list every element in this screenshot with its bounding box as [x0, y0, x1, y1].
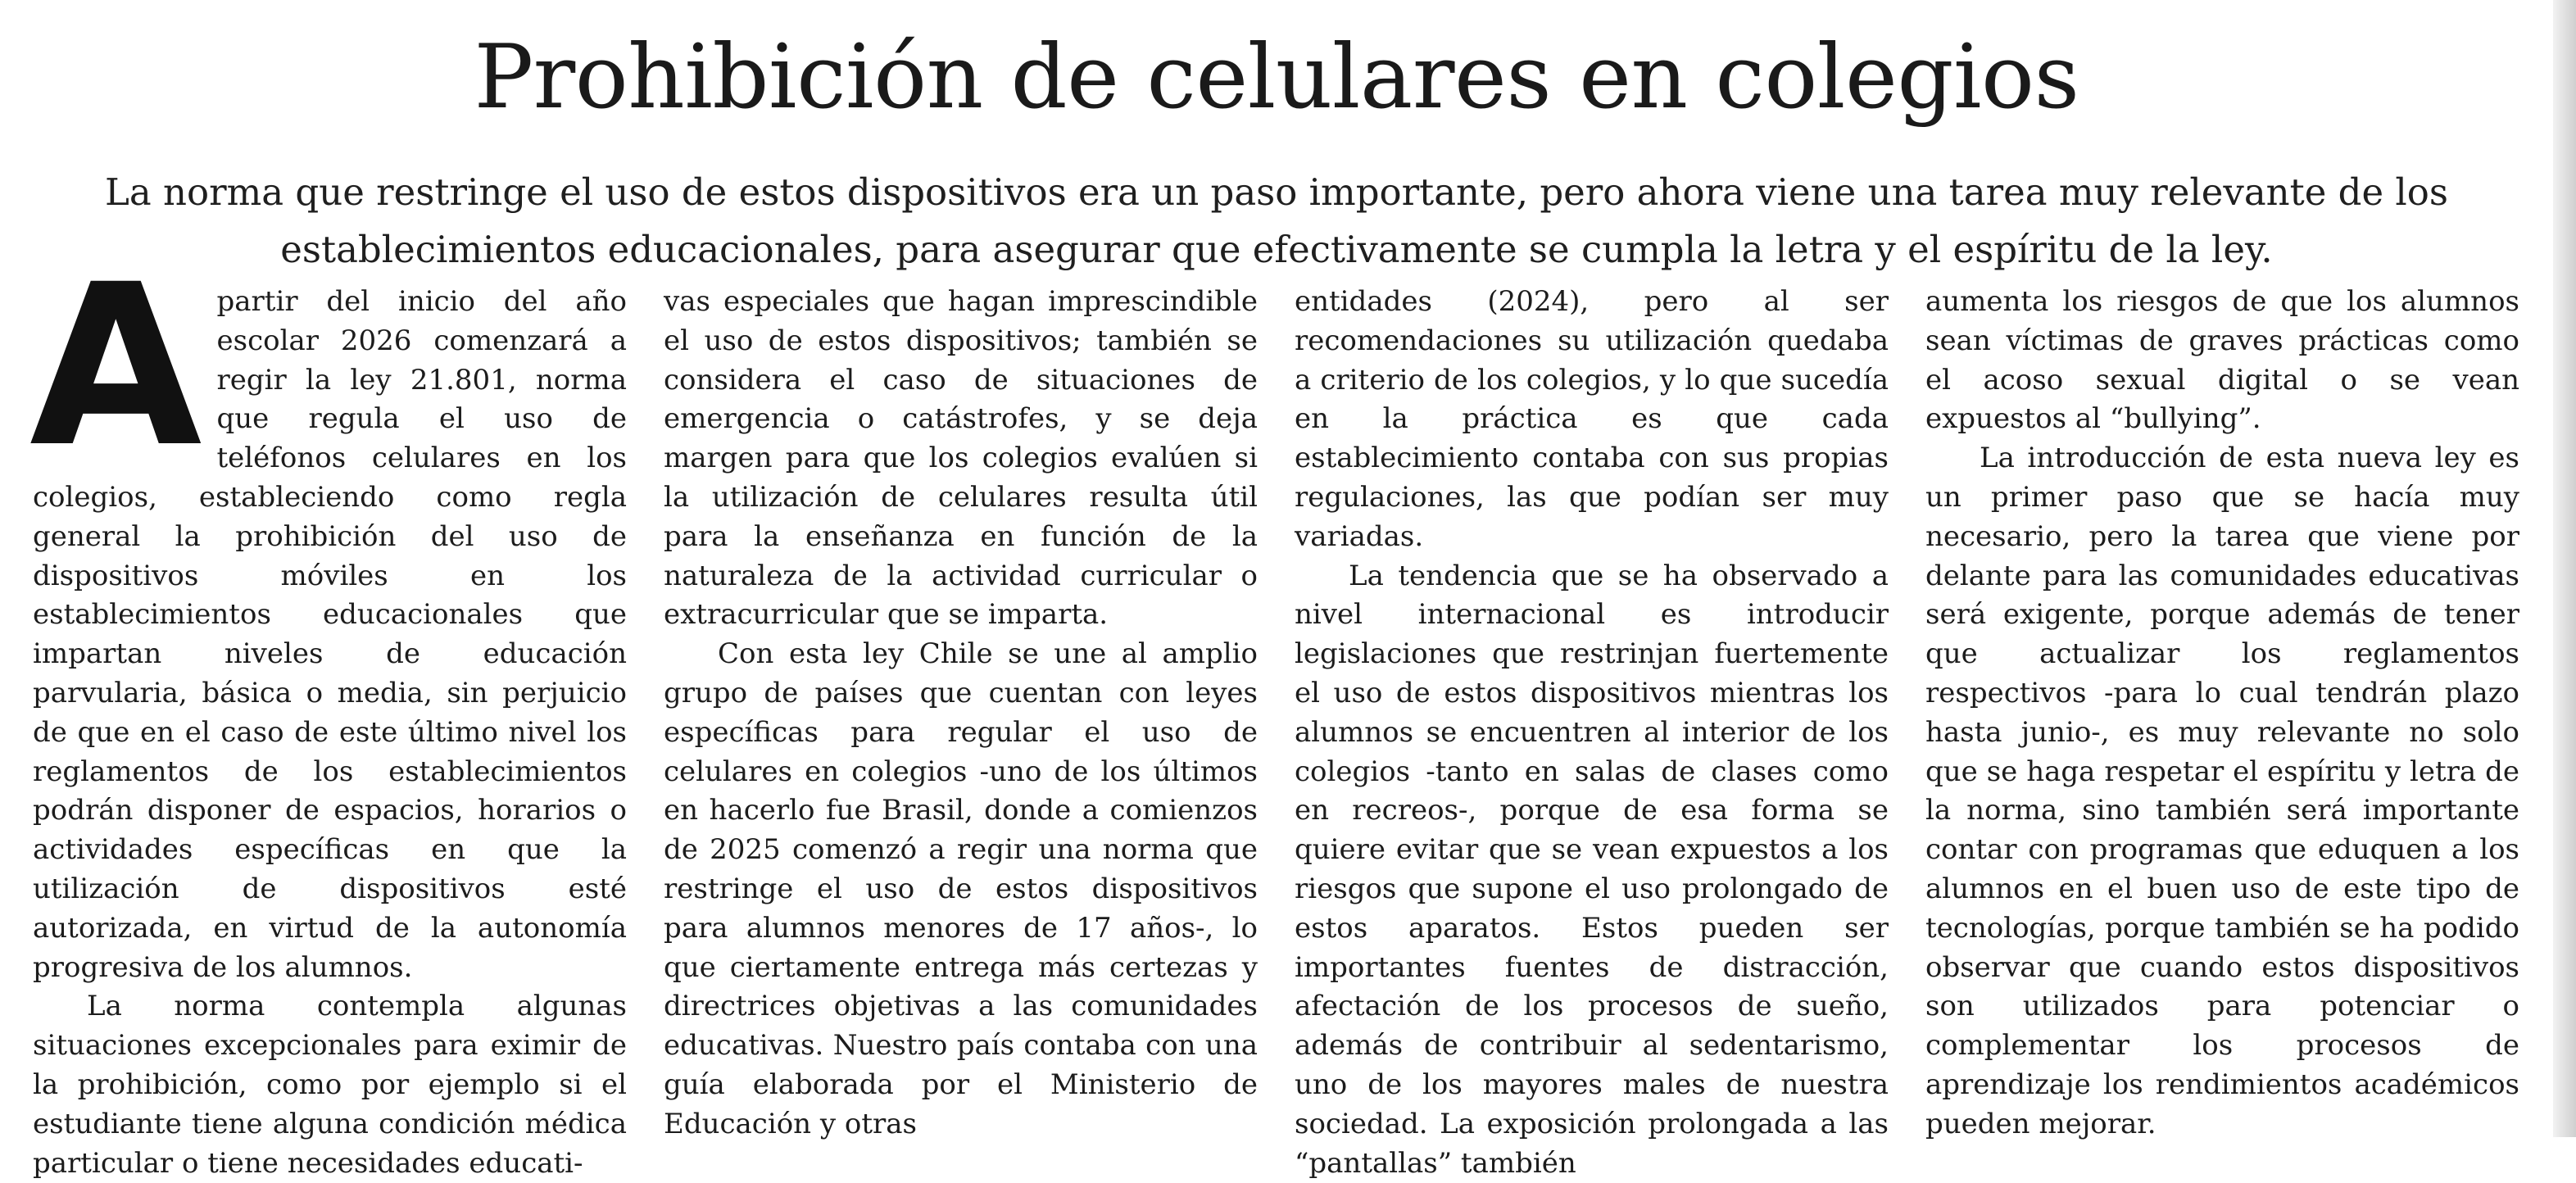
paragraph-5: La introducción de esta nueva ley es un primer paso que se hacía muy necesario, pero la tarea que viene por delante para las comunidades educativas será exigente, porque además de tener que actualizar los reglamentos respectivos -para lo cual tendrán plazo hasta junio-, es muy relevante no solo que se haga respetar el espíritu y letra de la norma, sino también será importante contar con programas que eduquen a los alumnos en el buen uso de este tipo de tecnologías, porque también se ha podido observar que cuando estos dispositivos son utilizados para potenciar o complementar los procesos de aprendizaje los rendimientos académicos pueden mejorar. [1925, 442, 2519, 1140]
paragraph-4-continued: aumenta los riesgos de que los alumnos sean víctimas de graves prácticas como el acoso sexual digital o se vean expuestos al “bullying”. [1925, 285, 2519, 436]
body-column-4 [1925, 283, 2519, 1140]
paragraph-2-continued: vas especiales que hagan imprescindible el uso de estos dispositivos; también se considera el caso de situaciones de emergencia o catástrofes, y se deja margen para que los colegios evalúen si la utilización de celulares resulta útil para la enseñanza en función de la naturaleza de la actividad curricular o extracurricular que se imparta. [664, 285, 1258, 632]
paragraph-3-continued: entidades (2024), pero al ser recomendaciones su utilización quedaba a criterio de los colegios, y lo que sucedía en la práctica es que cada establecimiento contaba con sus propias regulaciones, las que podían ser muy variadas. [1295, 285, 1889, 553]
drop-cap: A [29, 238, 202, 496]
body-column-2 [664, 283, 1258, 1140]
paragraph-1-text: partir del inicio del año escolar 2026 comenzará a regir la ley 21.801, norma que regula el uso de teléfonos celulares en los colegios, estableciendo como regla general la prohibición del uso de dispositivos móviles en los establecimientos educacionales que impartan niveles de educación parvularia, básica o media, sin perjuicio de que en el caso de este último nivel los reglamentos de los establecimientos podrán disponer de espacios, horarios o actividades específicas en que la utilización de dispositivos esté autorizada, en virtud de la autonomía progresiva de los alumnos. [33, 285, 627, 984]
paragraph-2-start: La norma contempla algunas situaciones excepcionales para eximir de la prohibición, como por ejemplo si el estudiante tiene alguna condición médica particular o tiene necesidades educati- [33, 990, 627, 1180]
paragraph-3-start: Con esta ley Chile se une al amplio grupo de países que cuentan con leyes específicas para regular el uso de celulares en colegios -uno de los últimos en hacerlo fue Brasil, donde a comienzos de 2025 comenzó a regir una norma que restringe el uso de estos dispositivos para alumnos menores de 17 años-, lo que ciertamente entrega más certezas y directrices objetivas a las comunidades educativas. Nuestro país contaba con una guía elaborada por el Ministerio de Educación y otras [664, 637, 1258, 1140]
paragraph-1 [29, 238, 627, 987]
paragraph-4-start: La tendencia que se ha observado a nivel internacional es introducir legislaciones que restrinjan fuertemente el uso de estos dispositivos mientras los alumnos se encuentren al interior de los colegios -tanto en salas de clases como en recreos-, porque de esa forma se quiere evitar que se vean expuestos a los riesgos que supone el uso prolongado de estos aparatos. Estos pueden ser importantes fuentes de distracción, afectación de los procesos de sueño, además de contribuir al sedentarismo, uno de los mayores males de nuestra sociedad. La exposición prolongada a las “pantallas” también [1295, 559, 1889, 1180]
deck-subtitle: La norma que restringe el uso de estos dispositivos era un paso importante, pero ahora viene una tarea muy relevante de los establecimientos educacionales, para asegurar que efectivamente se cumpla la letra y el espíritu de la ley. [105, 170, 2448, 271]
body-column-1 [29, 238, 627, 1180]
page-edge-shadow [2553, 0, 2576, 1137]
body-column-3 [1295, 283, 1889, 1180]
headline: Prohibición de celulares en colegios [474, 26, 2079, 129]
